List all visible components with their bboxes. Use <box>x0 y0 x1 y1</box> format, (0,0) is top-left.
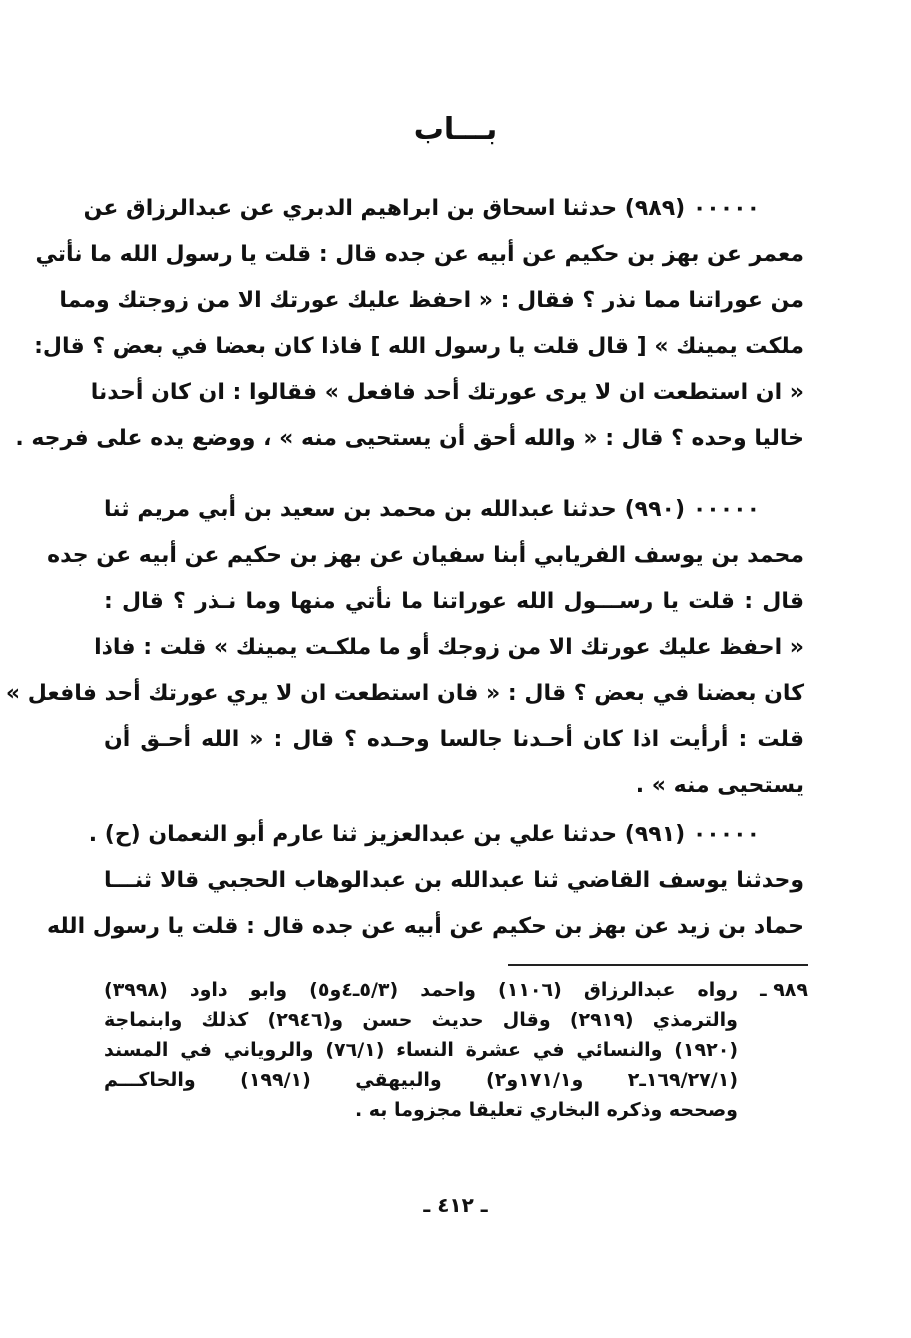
text-line: قال : قلت يا رســـول الله عوراتنا ما نأتي منها وما نـذر ؟ قال : <box>104 589 804 614</box>
footnote-line: رواه عبدالرزاق (١١٠٦) واحمد (٥/٣ـ٤و٥) وابو داود (٣٩٩٨) <box>104 979 739 1001</box>
text-line: يستحيى منه » . <box>635 773 804 798</box>
text-line: وحدثنا يوسف القاضي ثنا عبدالله بن عبدالوهاب الحجبي قالا ثنـــا <box>104 868 804 893</box>
footnote-number: ٩٨٩ ـ <box>760 979 808 1001</box>
text-line: « ان استطعت ان لا يرى عورتك أحد فافعل » فقالوا : ان كان أحدنا <box>90 380 804 405</box>
footnote-line: والترمذي (٢٩١٩) وقال حديث حسن و(٢٩٤٦) كذلك وابنماجة <box>104 1009 738 1031</box>
text-line: ٠٠٠٠٠ (٩٨٩) حدثنا اسحاق بن ابراهيم الدبري عن عبدالرزاق عن <box>83 196 760 221</box>
hadith-991 <box>46 812 804 950</box>
text-line: ملكت يمينك » [ قال قلت يا رسول الله ] فاذا كان بعضا في بعض ؟ قال: <box>34 334 804 359</box>
text-line: ٠٠٠٠٠ (٩٩٠) حدثنا عبدالله بن محمد بن سعيد بن أبي مريم ثنا <box>104 497 760 522</box>
text-line: قلت : أرأيت اذا كان أحـدنا جالسا وحـده ؟ قال : « الله أحـق أن <box>104 727 804 752</box>
text-line: كان بعضنا في بعض ؟ قال : « فان استطعت ان لا يري عورتك أحد فافعل » <box>5 681 804 706</box>
footnote-line: (١٩٢٠) والنسائي في عشرة النساء (٧٦/١) والروياني في المسند <box>104 1039 738 1061</box>
text-line: من عوراتنا مما نذر ؟ فقال : « احفظ عليك عورتك الا من زوجتك ومما <box>59 288 804 313</box>
footnote-line: (١٦٩/٢٧/١ـ٢ و١٧١/١و٢) والبيهقي (١٩٩/١) والحاكـــم <box>104 1069 738 1091</box>
text-line: حماد بن زيد عن بهز بن حكيم عن أبيه عن جده قال : قلت يا رسول الله <box>46 914 804 939</box>
text-line: محمد بن يوسف الفريابي أبنا سفيان عن بهز بن حكيم عن أبيه عن جده <box>47 543 804 568</box>
chapter-heading: بـــاب <box>413 112 498 147</box>
text-line: « احفظ عليك عورتك الا من زوجك أو ما ملكـت يمينك » قلت : فاذا <box>94 635 804 660</box>
hadith-989 <box>15 186 804 462</box>
footnote-line: وصححه وذكره البخاري تعليقا مجزوما به . <box>354 1099 738 1121</box>
text-line: ٠٠٠٠٠ (٩٩١) حدثنا علي بن عبدالعزيز ثنا عارم أبو النعمان (ح) . <box>88 822 760 847</box>
footnote-divider <box>508 964 808 966</box>
text-line: خاليا وحده ؟ قال : « والله أحق أن يستحيى منه » ، ووضع يده على فرجه . <box>15 426 804 451</box>
text-line: معمر عن بهز بن حكيم عن أبيه عن جده قال : قلت يا رسول الله ما نأتي <box>35 242 804 267</box>
hadith-990 <box>5 487 804 809</box>
page-number: ـ ٤١٢ ـ <box>423 1193 488 1217</box>
footnote-989 <box>104 975 808 1125</box>
